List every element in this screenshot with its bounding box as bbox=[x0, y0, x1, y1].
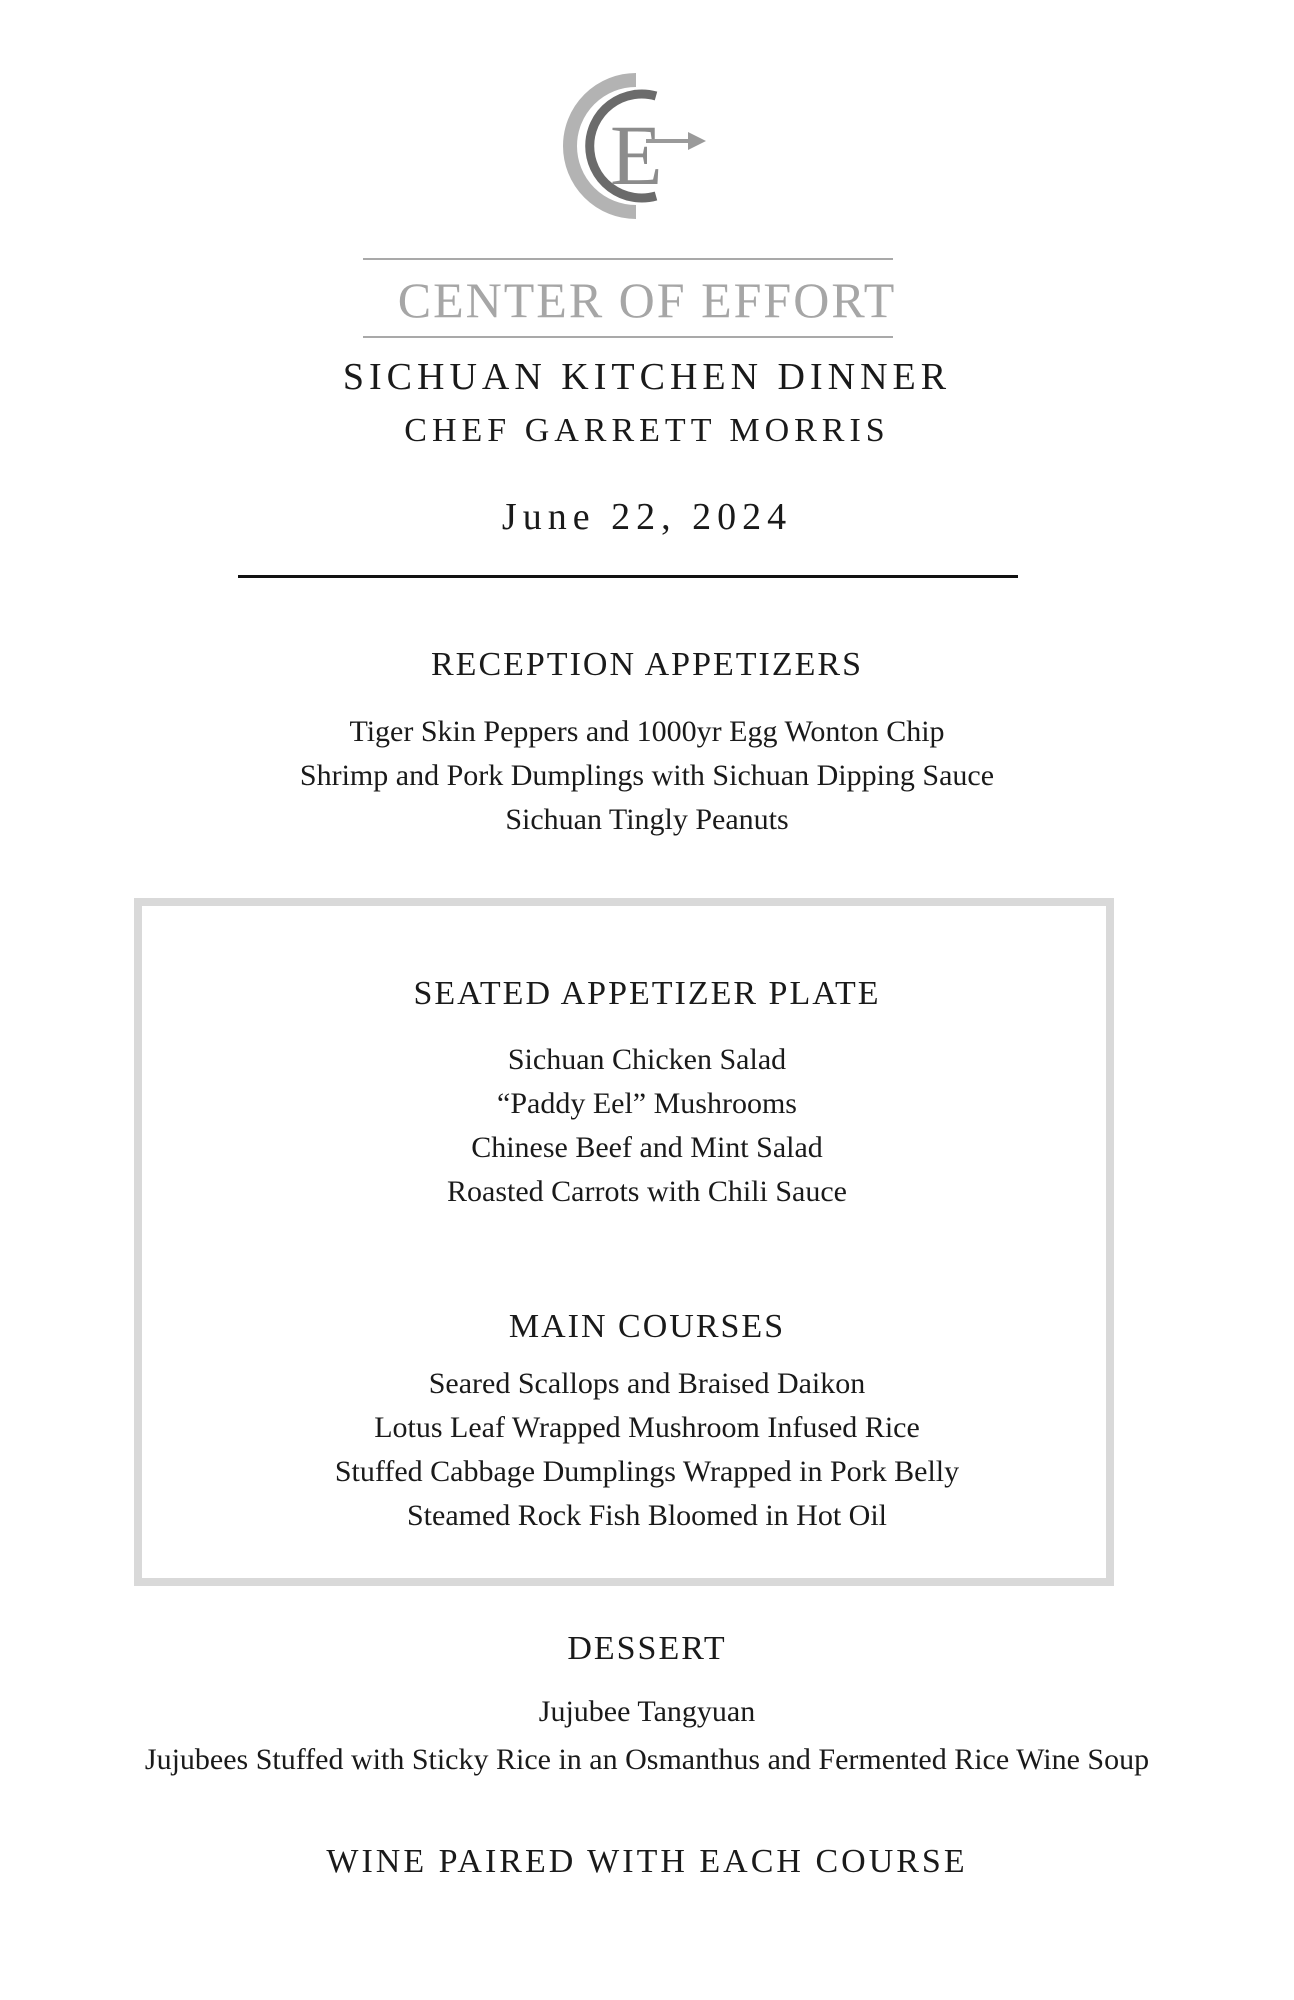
main-items bbox=[0, 1362, 1294, 1538]
reception-items bbox=[0, 710, 1294, 842]
list-item: Stuffed Cabbage Dumplings Wrapped in Pork Belly bbox=[334, 1455, 960, 1488]
list-item: Sichuan Tingly Peanuts bbox=[505, 803, 789, 836]
section-heading-seated: SEATED APPETIZER PLATE bbox=[413, 975, 881, 1012]
section-heading-main: MAIN COURSES bbox=[508, 1308, 786, 1345]
list-item: “Paddy Eel” Mushrooms bbox=[497, 1087, 797, 1120]
brand-name: CENTER OF EFFORT bbox=[397, 272, 897, 328]
brand-top-rule bbox=[363, 258, 893, 260]
list-item: Seared Scallops and Braised Daikon bbox=[428, 1367, 866, 1400]
chef-name: CHEF GARRETT MORRIS bbox=[404, 412, 890, 449]
list-item: Tiger Skin Peppers and 1000yr Egg Wonton Chip bbox=[349, 715, 945, 748]
section-heading-reception: RECEPTION APPETIZERS bbox=[431, 646, 863, 683]
ce-monogram-icon bbox=[528, 66, 728, 226]
svg-text:E: E bbox=[610, 107, 663, 203]
list-item: Jujubee Tangyuan bbox=[538, 1695, 756, 1728]
divider bbox=[238, 575, 1018, 578]
list-item: Sichuan Chicken Salad bbox=[507, 1043, 787, 1076]
wine-note: WINE PAIRED WITH EACH COURSE bbox=[326, 1843, 968, 1880]
seated-items bbox=[0, 1038, 1294, 1214]
event-title: SICHUAN KITCHEN DINNER bbox=[342, 356, 952, 398]
list-item: Steamed Rock Fish Bloomed in Hot Oil bbox=[407, 1499, 887, 1532]
brand-bottom-rule bbox=[363, 336, 893, 338]
section-heading-dessert: DESSERT bbox=[567, 1630, 727, 1667]
list-item: Shrimp and Pork Dumplings with Sichuan Dipping Sauce bbox=[299, 759, 995, 792]
list-item: Lotus Leaf Wrapped Mushroom Infused Rice bbox=[374, 1411, 920, 1444]
list-item: Chinese Beef and Mint Salad bbox=[471, 1131, 823, 1164]
dessert-items bbox=[0, 1690, 1294, 1782]
list-item: Roasted Carrots with Chili Sauce bbox=[447, 1175, 847, 1208]
list-item: Jujubees Stuffed with Sticky Rice in an Osmanthus and Fermented Rice Wine Soup bbox=[144, 1743, 1150, 1776]
event-date: June 22, 2024 bbox=[501, 496, 793, 538]
